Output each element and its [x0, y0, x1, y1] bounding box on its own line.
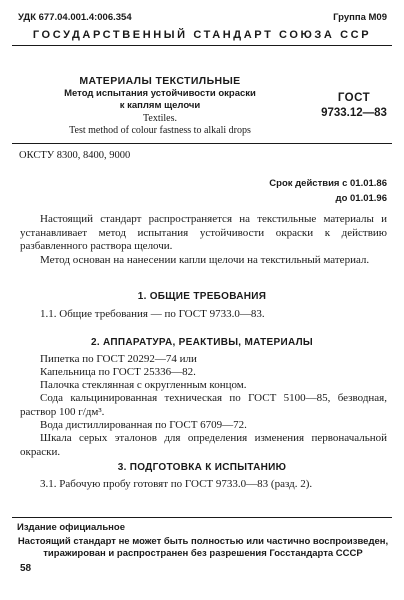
- equipment-item: Шкала серых эталонов для определения изменения первоначальной окраски.: [20, 432, 387, 458]
- validity-from: Срок действия с 01.01.86: [269, 178, 387, 189]
- equipment-item: Палочка стеклянная с округленным концом.: [40, 379, 247, 391]
- english-title-line2: Test method of colour fastness to alkali drops: [69, 125, 251, 136]
- official-edition-label: Издание официальное: [17, 522, 125, 533]
- section-1-text: 1.1. Общие требования — по ГОСТ 9733.0—83.: [40, 308, 265, 320]
- page-number: 58: [20, 563, 32, 574]
- footer-rule: [12, 517, 392, 518]
- equipment-item: Капельница по ГОСТ 25336—82.: [40, 366, 196, 378]
- document-subtitle-line2: к каплям щелочи: [119, 100, 201, 111]
- gost-block: [318, 92, 390, 119]
- udk-code: УДК 677.04.001.4:006.354: [18, 12, 132, 23]
- validity-until: до 01.01.96: [335, 193, 387, 204]
- gost-label: ГОСТ: [337, 92, 371, 104]
- equipment-item: Вода дистиллированная по ГОСТ 6709—72.: [40, 419, 247, 431]
- section-3-text: 3.1. Рабочую пробу готовят по ГОСТ 9733.0—83 (разд. 2).: [40, 478, 313, 490]
- equipment-item: Сода кальцинированная техническая по ГОСТ 5100—85, безводная, раствор 100 г/дм³.: [20, 392, 387, 418]
- title-block: [20, 75, 300, 138]
- intro-paragraph-2: Метод основан на нанесении капли щелочи на текстильный материал.: [40, 254, 370, 266]
- section-3-heading: 3. ПОДГОТОВКА К ИСПЫТАНИЮ: [117, 462, 287, 473]
- english-title-line1: Textiles.: [142, 112, 177, 124]
- intro-paragraph-1: Настоящий стандарт распространяется на текстильные материалы и устанавливает метод испытания устойчивости окраски к действию разбавленного раствора щелочи.: [20, 213, 387, 252]
- document-title: МАТЕРИАЛЫ ТЕКСТИЛЬНЫЕ: [79, 75, 241, 87]
- standard-title: ГОСУДАРСТВЕННЫЙ СТАНДАРТ СОЮЗА ССР: [32, 29, 372, 41]
- group-code: Группа М09: [333, 12, 387, 23]
- title-rule: [12, 143, 392, 144]
- equipment-item: Пипетка по ГОСТ 20292—74 или: [40, 353, 197, 365]
- gost-number: 9733.12—83: [321, 107, 387, 119]
- document-subtitle-line1: Метод испытания устойчивости окраски: [64, 87, 256, 99]
- copyright-notice: Настоящий стандарт не может быть полностью или частично воспроизведен, тиражирован и распространен без разрешения Госстандарта СССР: [17, 536, 389, 559]
- okstu-codes: ОКСТУ 8300, 8400, 9000: [19, 150, 131, 161]
- section-2-heading: 2. АППАРАТУРА, РЕАКТИВЫ, МАТЕРИАЛЫ: [90, 337, 314, 348]
- header-rule: [12, 45, 392, 46]
- validity-block: [269, 176, 387, 206]
- section-1-heading: 1. ОБЩИЕ ТРЕБОВАНИЯ: [137, 291, 267, 302]
